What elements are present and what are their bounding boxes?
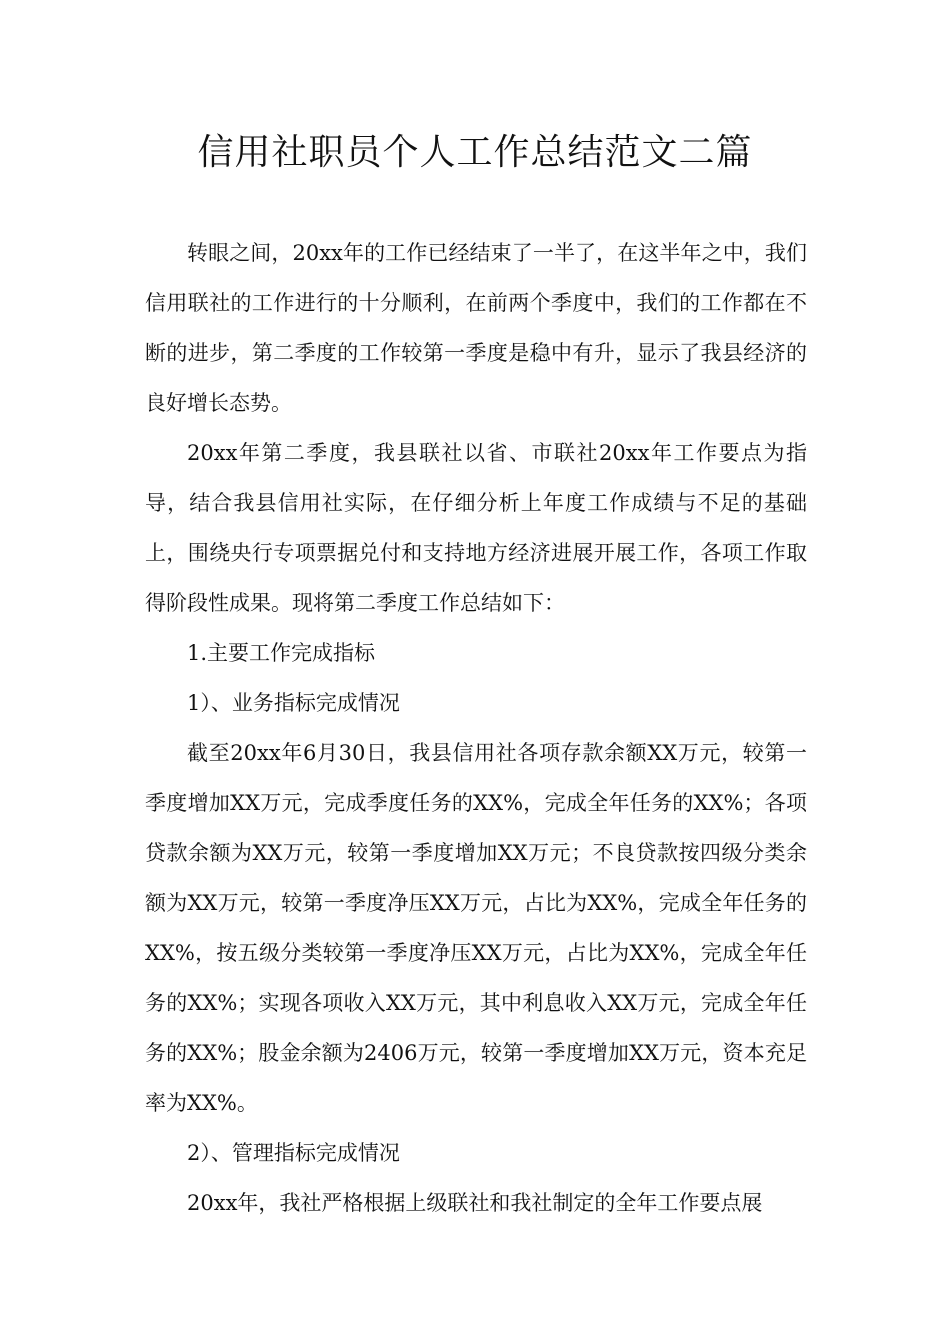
document-title: 信用社职员个人工作总结范文二篇 bbox=[197, 132, 753, 173]
paragraph-management-start: 20xx年，我社严格根据上级联社和我社制定的全年工作要点展 bbox=[187, 1191, 763, 1215]
paragraph-overview: 20xx年第二季度，我县联社以省、市联社20xx年工作要点为指导，结合我县信用社实际，在仔细分析上年度工作成绩与不足的基础上，围绕央行专项票据兑付和支持地方经济进展开展工作，各项工作取得阶段性成果。现将第二季度工作总结如下： bbox=[145, 441, 807, 615]
paragraph-business-details: 截至20xx年6月30日，我县信用社各项存款余额XX万元，较第一季度增加XX万元，完成季度任务的XX%，完成全年任务的XX%；各项贷款余额为XX万元，较第一季度增加XX万元；不良贷款按四级分类余额为XX万元，较第一季度净压XX万元，占比为XX%，完成全年任务的XX%，按五级分类较第一季度净压XX万元，占比为XX%，完成全年任务的XX%；实现各项收入XX万元，其中利息收入XX万元，完成全年任务的XX%；股金余额为2406万元，较第一季度增加XX万元，资本充足率为XX%。 bbox=[145, 741, 807, 1115]
heading-management-indicators: 2）、管理指标完成情况 bbox=[187, 1141, 400, 1165]
document-body bbox=[145, 228, 807, 1228]
heading-main-indicators: 1.主要工作完成指标 bbox=[187, 641, 376, 665]
heading-business-indicators: 1）、业务指标完成情况 bbox=[187, 691, 400, 715]
paragraph-intro: 转眼之间，20xx年的工作已经结束了一半了，在这半年之中，我们信用联社的工作进行的十分顺利，在前两个季度中，我们的工作都在不断的进步，第二季度的工作较第一季度是稳中有升，显示了我县经济的良好增长态势。 bbox=[145, 241, 807, 415]
